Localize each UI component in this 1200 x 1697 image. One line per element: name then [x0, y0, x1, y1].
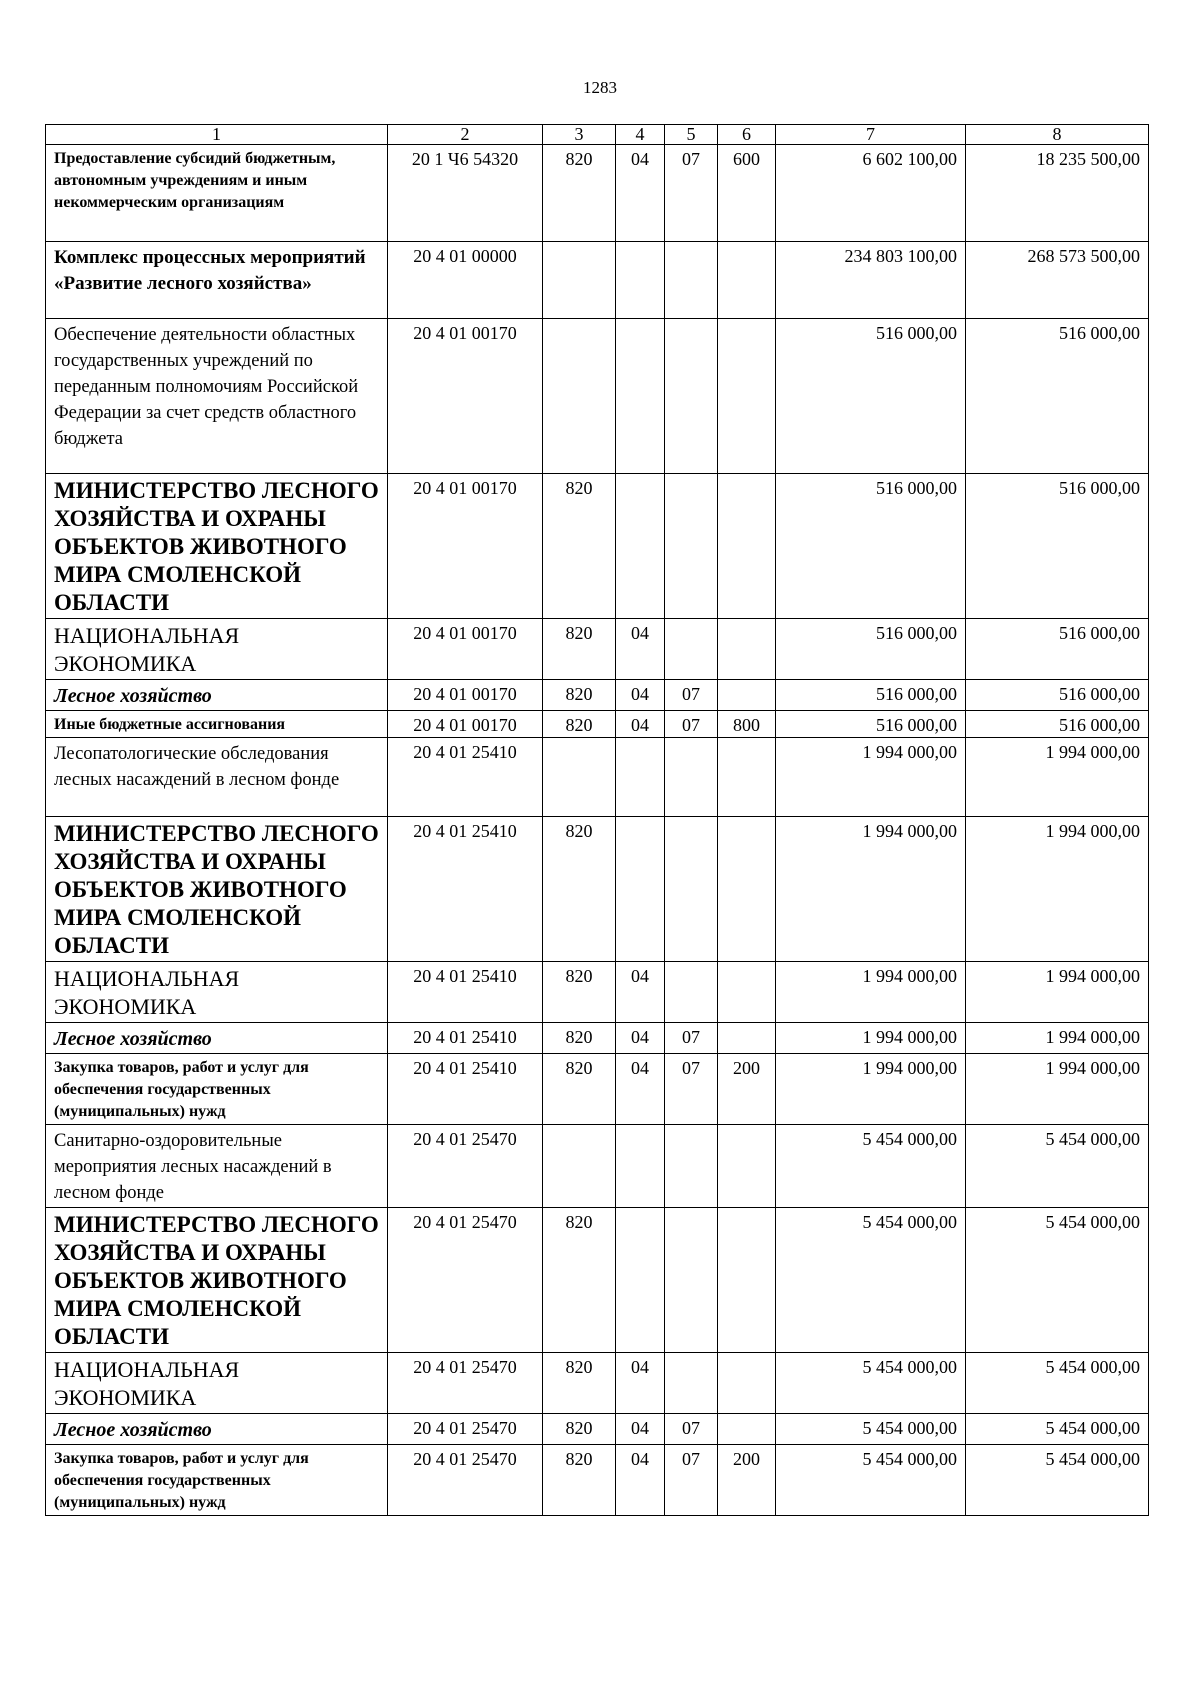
ministry-code: 820	[543, 817, 616, 962]
ministry-code: 820	[543, 1353, 616, 1414]
table-row	[46, 711, 1149, 738]
expense-type-code	[718, 1125, 776, 1208]
target-article-code: 20 4 01 25470	[388, 1414, 543, 1445]
subsection-code	[665, 817, 718, 962]
target-article-code: 20 4 01 25410	[388, 817, 543, 962]
ministry-code: 820	[543, 1445, 616, 1516]
target-article-code: 20 4 01 00000	[388, 242, 543, 319]
ministry-code: 820	[543, 711, 616, 738]
row-name: НАЦИОНАЛЬНАЯ ЭКОНОМИКА	[46, 962, 388, 1023]
expense-type-code: 200	[718, 1054, 776, 1125]
row-name: Закупка товаров, работ и услуг для обеспечения государственных (муниципальных) нужд	[46, 1445, 388, 1516]
expense-type-code	[718, 1208, 776, 1353]
section-code: 04	[616, 1023, 665, 1054]
table-row	[46, 242, 1149, 319]
subsection-code: 07	[665, 711, 718, 738]
row-name: Лесное хозяйство	[46, 680, 388, 711]
row-name: Обеспечение деятельности областных государственных учреждений по переданным полномочиям Российской Федерации за счет средств областного бюджета	[46, 319, 388, 474]
amount-year-2: 5 454 000,00	[966, 1125, 1149, 1208]
subsection-code: 07	[665, 680, 718, 711]
amount-year-1: 1 994 000,00	[776, 1054, 966, 1125]
amount-year-2: 268 573 500,00	[966, 242, 1149, 319]
ministry-code: 820	[543, 1208, 616, 1353]
amount-year-1: 5 454 000,00	[776, 1208, 966, 1353]
expense-type-code	[718, 680, 776, 711]
column-header: 8	[966, 125, 1149, 145]
row-name: Лесное хозяйство	[46, 1023, 388, 1054]
table-row	[46, 474, 1149, 619]
column-header: 4	[616, 125, 665, 145]
row-name: Лесопатологические обследования лесных насаждений в лесном фонде	[46, 738, 388, 817]
amount-year-2: 1 994 000,00	[966, 1054, 1149, 1125]
amount-year-2: 5 454 000,00	[966, 1208, 1149, 1353]
section-code: 04	[616, 680, 665, 711]
section-code: 04	[616, 1414, 665, 1445]
section-code	[616, 242, 665, 319]
table-row	[46, 962, 1149, 1023]
subsection-code	[665, 619, 718, 680]
column-header: 5	[665, 125, 718, 145]
amount-year-2: 1 994 000,00	[966, 817, 1149, 962]
ministry-code: 820	[543, 1054, 616, 1125]
section-code: 04	[616, 145, 665, 242]
amount-year-1: 5 454 000,00	[776, 1414, 966, 1445]
column-header: 3	[543, 125, 616, 145]
amount-year-1: 1 994 000,00	[776, 738, 966, 817]
amount-year-1: 516 000,00	[776, 619, 966, 680]
section-code: 04	[616, 1445, 665, 1516]
table-row	[46, 1125, 1149, 1208]
ministry-code: 820	[543, 619, 616, 680]
column-number-row	[46, 125, 1149, 145]
section-code	[616, 319, 665, 474]
row-name: НАЦИОНАЛЬНАЯ ЭКОНОМИКА	[46, 1353, 388, 1414]
target-article-code: 20 1 Ч6 54320	[388, 145, 543, 242]
expense-type-code	[718, 242, 776, 319]
table-row	[46, 680, 1149, 711]
amount-year-2: 516 000,00	[966, 711, 1149, 738]
amount-year-2: 516 000,00	[966, 474, 1149, 619]
expense-type-code	[718, 1414, 776, 1445]
amount-year-2: 5 454 000,00	[966, 1445, 1149, 1516]
column-header: 6	[718, 125, 776, 145]
target-article-code: 20 4 01 25470	[388, 1208, 543, 1353]
section-code: 04	[616, 711, 665, 738]
table-row	[46, 319, 1149, 474]
row-name: НАЦИОНАЛЬНАЯ ЭКОНОМИКА	[46, 619, 388, 680]
subsection-code	[665, 738, 718, 817]
table-row	[46, 1208, 1149, 1353]
table-row	[46, 738, 1149, 817]
table-row	[46, 1023, 1149, 1054]
amount-year-1: 516 000,00	[776, 680, 966, 711]
ministry-code	[543, 738, 616, 817]
ministry-code: 820	[543, 962, 616, 1023]
section-code	[616, 1125, 665, 1208]
expense-type-code	[718, 619, 776, 680]
amount-year-1: 5 454 000,00	[776, 1445, 966, 1516]
target-article-code: 20 4 01 25470	[388, 1445, 543, 1516]
expense-type-code: 600	[718, 145, 776, 242]
subsection-code	[665, 474, 718, 619]
subsection-code	[665, 1125, 718, 1208]
expense-type-code: 200	[718, 1445, 776, 1516]
target-article-code: 20 4 01 25410	[388, 1054, 543, 1125]
subsection-code: 07	[665, 1414, 718, 1445]
ministry-code	[543, 1125, 616, 1208]
section-code	[616, 817, 665, 962]
target-article-code: 20 4 01 00170	[388, 619, 543, 680]
amount-year-2: 5 454 000,00	[966, 1353, 1149, 1414]
subsection-code: 07	[665, 1054, 718, 1125]
target-article-code: 20 4 01 25470	[388, 1125, 543, 1208]
ministry-code	[543, 319, 616, 474]
subsection-code: 07	[665, 1445, 718, 1516]
amount-year-1: 516 000,00	[776, 319, 966, 474]
target-article-code: 20 4 01 00170	[388, 474, 543, 619]
column-header: 2	[388, 125, 543, 145]
section-code	[616, 1208, 665, 1353]
amount-year-2: 18 235 500,00	[966, 145, 1149, 242]
table-row	[46, 1054, 1149, 1125]
expense-type-code	[718, 474, 776, 619]
amount-year-1: 1 994 000,00	[776, 817, 966, 962]
amount-year-2: 1 994 000,00	[966, 1023, 1149, 1054]
amount-year-1: 516 000,00	[776, 711, 966, 738]
table-row	[46, 619, 1149, 680]
subsection-code	[665, 1208, 718, 1353]
amount-year-2: 516 000,00	[966, 319, 1149, 474]
amount-year-1: 5 454 000,00	[776, 1125, 966, 1208]
amount-year-1: 1 994 000,00	[776, 962, 966, 1023]
expense-type-code	[718, 738, 776, 817]
expense-type-code	[718, 1353, 776, 1414]
column-header: 1	[46, 125, 388, 145]
subsection-code	[665, 242, 718, 319]
amount-year-2: 1 994 000,00	[966, 738, 1149, 817]
amount-year-2: 1 994 000,00	[966, 962, 1149, 1023]
row-name: МИНИСТЕРСТВО ЛЕСНОГО ХОЗЯЙСТВА И ОХРАНЫ ОБЪЕКТОВ ЖИВОТНОГО МИРА СМОЛЕНСКОЙ ОБЛАСТИ	[46, 817, 388, 962]
column-header: 7	[776, 125, 966, 145]
amount-year-1: 5 454 000,00	[776, 1353, 966, 1414]
target-article-code: 20 4 01 00170	[388, 680, 543, 711]
subsection-code	[665, 962, 718, 1023]
target-article-code: 20 4 01 25410	[388, 962, 543, 1023]
amount-year-1: 234 803 100,00	[776, 242, 966, 319]
amount-year-2: 516 000,00	[966, 619, 1149, 680]
amount-year-1: 6 602 100,00	[776, 145, 966, 242]
section-code: 04	[616, 619, 665, 680]
target-article-code: 20 4 01 25470	[388, 1353, 543, 1414]
expense-type-code	[718, 1023, 776, 1054]
target-article-code: 20 4 01 00170	[388, 711, 543, 738]
table-row	[46, 1414, 1149, 1445]
expense-type-code	[718, 319, 776, 474]
ministry-code: 820	[543, 680, 616, 711]
row-name: Лесное хозяйство	[46, 1414, 388, 1445]
ministry-code: 820	[543, 145, 616, 242]
row-name: Предоставление субсидий бюджетным, автономным учреждениям и иным некоммерческим организациям	[46, 145, 388, 242]
row-name: МИНИСТЕРСТВО ЛЕСНОГО ХОЗЯЙСТВА И ОХРАНЫ ОБЪЕКТОВ ЖИВОТНОГО МИРА СМОЛЕНСКОЙ ОБЛАСТИ	[46, 1208, 388, 1353]
expense-type-code: 800	[718, 711, 776, 738]
target-article-code: 20 4 01 25410	[388, 1023, 543, 1054]
row-name: МИНИСТЕРСТВО ЛЕСНОГО ХОЗЯЙСТВА И ОХРАНЫ ОБЪЕКТОВ ЖИВОТНОГО МИРА СМОЛЕНСКОЙ ОБЛАСТИ	[46, 474, 388, 619]
section-code: 04	[616, 1353, 665, 1414]
table-row	[46, 1353, 1149, 1414]
amount-year-1: 516 000,00	[776, 474, 966, 619]
row-name: Санитарно-оздоровительные мероприятия лесных насаждений в лесном фонде	[46, 1125, 388, 1208]
page-number: 1283	[583, 78, 617, 97]
expense-type-code	[718, 817, 776, 962]
subsection-code	[665, 319, 718, 474]
target-article-code: 20 4 01 00170	[388, 319, 543, 474]
amount-year-2: 516 000,00	[966, 680, 1149, 711]
subsection-code: 07	[665, 145, 718, 242]
section-code: 04	[616, 962, 665, 1023]
subsection-code	[665, 1353, 718, 1414]
table-row	[46, 145, 1149, 242]
row-name: Иные бюджетные ассигнования	[46, 711, 388, 738]
ministry-code: 820	[543, 1414, 616, 1445]
amount-year-1: 1 994 000,00	[776, 1023, 966, 1054]
row-name: Комплекс процессных мероприятий «Развитие лесного хозяйства»	[46, 242, 388, 319]
ministry-code: 820	[543, 474, 616, 619]
expense-type-code	[718, 962, 776, 1023]
amount-year-2: 5 454 000,00	[966, 1414, 1149, 1445]
ministry-code	[543, 242, 616, 319]
subsection-code: 07	[665, 1023, 718, 1054]
table-row	[46, 817, 1149, 962]
target-article-code: 20 4 01 25410	[388, 738, 543, 817]
budget-table	[45, 124, 1149, 1516]
section-code: 04	[616, 1054, 665, 1125]
row-name: Закупка товаров, работ и услуг для обеспечения государственных (муниципальных) нужд	[46, 1054, 388, 1125]
ministry-code: 820	[543, 1023, 616, 1054]
section-code	[616, 474, 665, 619]
section-code	[616, 738, 665, 817]
table-row	[46, 1445, 1149, 1516]
